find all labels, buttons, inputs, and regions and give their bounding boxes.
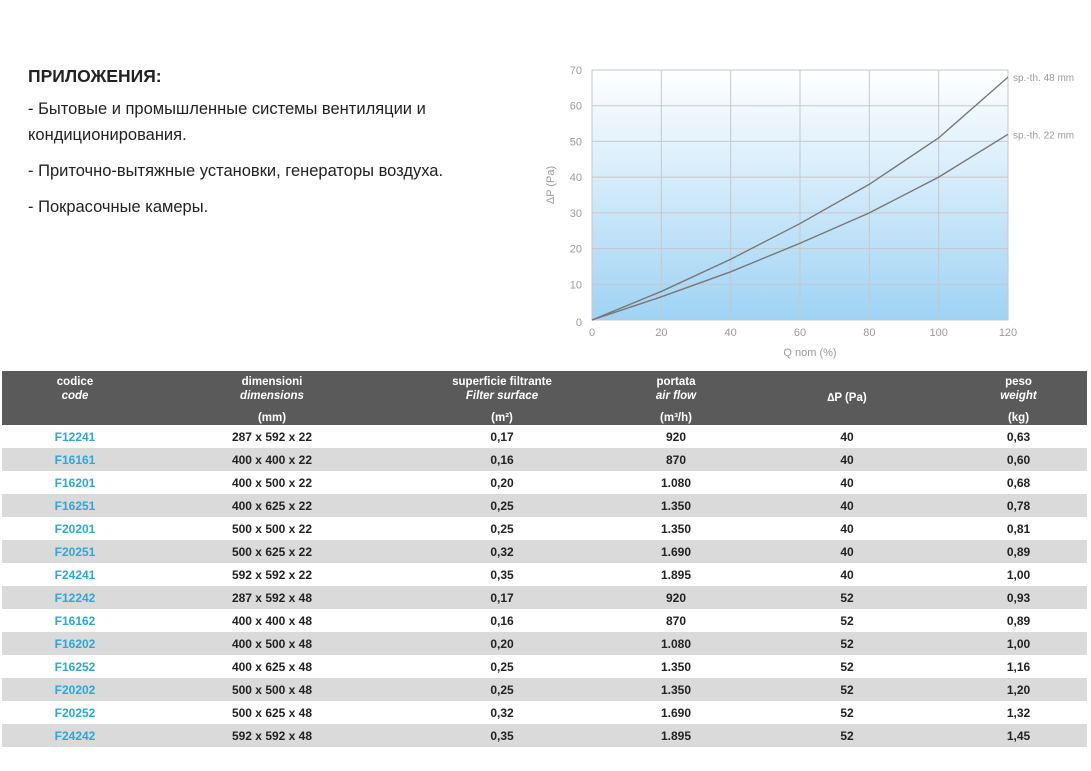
- header-filter-surface: [396, 371, 608, 425]
- cell-pressure-drop: 40: [744, 494, 950, 517]
- cell-dimensions: 400 x 500 x 48: [148, 632, 396, 655]
- table-header-row: [2, 371, 1087, 425]
- cell-weight: 1,00: [1006, 567, 1031, 582]
- cell-weight: 1,00: [950, 632, 1087, 655]
- cell-pressure-drop: 40: [840, 429, 854, 444]
- header-label-en: Filter surface: [465, 390, 539, 402]
- table-row: [2, 494, 1087, 517]
- cell-code: F20201: [54, 521, 96, 536]
- origin-tick-label: 0: [575, 317, 582, 329]
- table-row: [2, 701, 1087, 724]
- header-dimensions: [148, 371, 396, 425]
- table-row: [2, 609, 1087, 632]
- cell-filter-surface: 0,32: [490, 705, 514, 720]
- cell-filter-surface: 0,25: [396, 678, 608, 701]
- cell-filter-surface: 0,20: [396, 632, 608, 655]
- x-tick-label: 20: [655, 327, 668, 339]
- cell-pressure-drop: 40: [744, 448, 950, 471]
- cell-filter-surface: 0,17: [490, 429, 514, 444]
- y-tick-label: 40: [569, 172, 582, 185]
- header-label: peso: [1005, 376, 1032, 388]
- y-axis-label: ΔP (Pa): [545, 165, 557, 205]
- cell-filter-surface: 0,35: [490, 567, 514, 582]
- x-tick-label: 60: [793, 327, 807, 339]
- cell-pressure-drop: 52: [840, 613, 854, 628]
- product-table: [2, 371, 1087, 747]
- table-row: [2, 586, 1087, 609]
- y-tick-label: 30: [569, 207, 582, 220]
- table-row: [2, 678, 1087, 701]
- header-label-en: code: [61, 390, 89, 402]
- cell-air-flow: 1.350: [660, 521, 692, 536]
- cell-weight: 0,81: [1006, 521, 1031, 536]
- header-label: portata: [656, 376, 696, 388]
- cell-code: F20202: [2, 678, 148, 701]
- cell-code: F24242: [2, 724, 148, 747]
- series-label: sp.-th. 48 mm: [1013, 73, 1075, 85]
- cell-air-flow: 920: [665, 429, 687, 444]
- cell-dimensions: 400 x 400 x 22: [148, 448, 396, 471]
- cell-weight: 0,68: [1006, 475, 1031, 490]
- header-pressure-drop: [744, 371, 950, 425]
- cell-filter-surface: 0,25: [396, 494, 608, 517]
- table-row: [2, 563, 1087, 586]
- cell-filter-surface: 0,25: [490, 521, 514, 536]
- cell-pressure-drop: 52: [744, 724, 950, 747]
- cell-pressure-drop: 52: [744, 678, 950, 701]
- cell-code: F16251: [2, 494, 148, 517]
- table-row: [2, 655, 1087, 678]
- cell-weight: 1,20: [950, 678, 1087, 701]
- header-label-en: dimensions: [240, 390, 304, 402]
- header-unit: (mm): [257, 412, 287, 424]
- cell-air-flow: 1.350: [660, 659, 692, 674]
- cell-air-flow: 1.080: [660, 475, 692, 490]
- cell-pressure-drop: 52: [744, 586, 950, 609]
- cell-weight: 0,93: [950, 586, 1087, 609]
- cell-pressure-drop: 52: [840, 705, 854, 720]
- series-label: sp.-th. 22 mm: [1013, 130, 1075, 142]
- cell-air-flow: 1.350: [608, 494, 744, 517]
- header-label: codice: [56, 376, 94, 388]
- cell-dimensions: 500 x 500 x 48: [148, 678, 396, 701]
- cell-dimensions: 400 x 400 x 48: [231, 613, 313, 628]
- header-unit: (m²): [491, 412, 513, 424]
- cell-pressure-drop: 40: [840, 567, 854, 582]
- table-row: [2, 471, 1087, 494]
- y-tick-label: 20: [569, 243, 582, 256]
- header-air-flow: [608, 371, 744, 425]
- header-label: superficie filtrante: [452, 376, 552, 388]
- cell-pressure-drop: 52: [840, 659, 854, 674]
- y-tick-label: 70: [569, 65, 582, 77]
- cell-pressure-drop: 40: [744, 540, 950, 563]
- cell-air-flow: 870: [665, 613, 687, 628]
- cell-weight: 1,32: [1006, 705, 1031, 720]
- cell-dimensions: 400 x 625 x 22: [148, 494, 396, 517]
- application-item: - Покрасочные камеры.: [28, 198, 209, 216]
- cell-air-flow: 1.895: [660, 567, 692, 582]
- cell-code: F20252: [54, 705, 96, 720]
- x-tick-label: 40: [724, 327, 737, 339]
- cell-code: F16252: [54, 659, 96, 674]
- cell-air-flow: 1.690: [660, 705, 692, 720]
- x-tick-label: 100: [929, 327, 948, 339]
- table-row: [2, 540, 1087, 563]
- cell-code: F20251: [2, 540, 148, 563]
- header-label: ∆P (Pa): [827, 392, 867, 404]
- cell-air-flow: 1.350: [608, 678, 744, 701]
- header-code: [2, 371, 148, 425]
- header-unit: (m³/h): [660, 412, 692, 424]
- cell-code: F12241: [54, 429, 96, 444]
- cell-filter-surface: 0,35: [396, 724, 608, 747]
- cell-dimensions: 400 x 625 x 48: [231, 659, 313, 674]
- cell-filter-surface: 0,32: [396, 540, 608, 563]
- applications-section: [28, 66, 548, 230]
- y-tick-label: 50: [569, 136, 582, 149]
- cell-dimensions: 400 x 500 x 22: [231, 475, 313, 490]
- cell-code: F12242: [2, 586, 148, 609]
- cell-dimensions: 592 x 592 x 22: [231, 567, 313, 582]
- cell-filter-surface: 0,25: [490, 659, 514, 674]
- table-row: [2, 425, 1087, 448]
- cell-code: F16161: [2, 448, 148, 471]
- cell-filter-surface: 0,16: [396, 448, 608, 471]
- header-unit: (kg): [1007, 412, 1030, 424]
- cell-dimensions: 500 x 625 x 48: [231, 705, 313, 720]
- cell-weight: 0,60: [950, 448, 1087, 471]
- table-row: [2, 724, 1087, 747]
- cell-weight: 0,89: [950, 540, 1087, 563]
- x-tick-label: 80: [863, 327, 876, 339]
- cell-code: F24241: [54, 567, 96, 582]
- cell-air-flow: 920: [608, 586, 744, 609]
- x-axis-label: Q nom (%): [783, 347, 837, 359]
- chart-svg: [540, 58, 1091, 368]
- application-item: - Приточно-вытяжные установки, генераторы воздуха.: [28, 162, 444, 180]
- x-tick-label: 120: [998, 327, 1018, 339]
- applications-title: ПРИЛОЖЕНИЯ:: [28, 66, 162, 86]
- cell-dimensions: 287 x 592 x 22: [231, 429, 313, 444]
- cell-code: F16202: [2, 632, 148, 655]
- cell-weight: 0,78: [950, 494, 1087, 517]
- cell-air-flow: 1.080: [608, 632, 744, 655]
- application-item: - Бытовые и промышленные системы вентиляции и кондиционирования.: [28, 100, 426, 144]
- table-row: [2, 448, 1087, 471]
- cell-code: F16201: [54, 475, 96, 490]
- cell-filter-surface: 0,20: [490, 475, 514, 490]
- cell-pressure-drop: 40: [840, 475, 854, 490]
- table-row: [2, 632, 1087, 655]
- cell-dimensions: 592 x 592 x 48: [148, 724, 396, 747]
- cell-dimensions: 287 x 592 x 48: [148, 586, 396, 609]
- header-weight: [950, 371, 1087, 425]
- cell-weight: 1,16: [1006, 659, 1031, 674]
- header-label: dimensioni: [241, 376, 303, 388]
- x-tick-label: 0: [588, 327, 596, 339]
- cell-air-flow: 870: [608, 448, 744, 471]
- cell-dimensions: 500 x 625 x 22: [148, 540, 396, 563]
- cell-filter-surface: 0,17: [396, 586, 608, 609]
- cell-pressure-drop: 40: [840, 521, 854, 536]
- y-tick-label: 60: [569, 100, 582, 113]
- y-tick-label: 10: [569, 279, 582, 292]
- cell-weight: 0,89: [1006, 613, 1031, 628]
- header-label-en: air flow: [655, 390, 697, 402]
- cell-pressure-drop: 52: [744, 632, 950, 655]
- pressure-drop-chart: [540, 58, 1091, 368]
- header-label-en: weight: [1000, 390, 1037, 402]
- cell-filter-surface: 0,16: [490, 613, 514, 628]
- cell-dimensions: 500 x 500 x 22: [231, 521, 313, 536]
- cell-air-flow: 1.895: [608, 724, 744, 747]
- cell-weight: 0,63: [1006, 429, 1031, 444]
- cell-weight: 1,45: [950, 724, 1087, 747]
- cell-air-flow: 1.690: [608, 540, 744, 563]
- cell-code: F16162: [54, 613, 96, 628]
- table-row: [2, 517, 1087, 540]
